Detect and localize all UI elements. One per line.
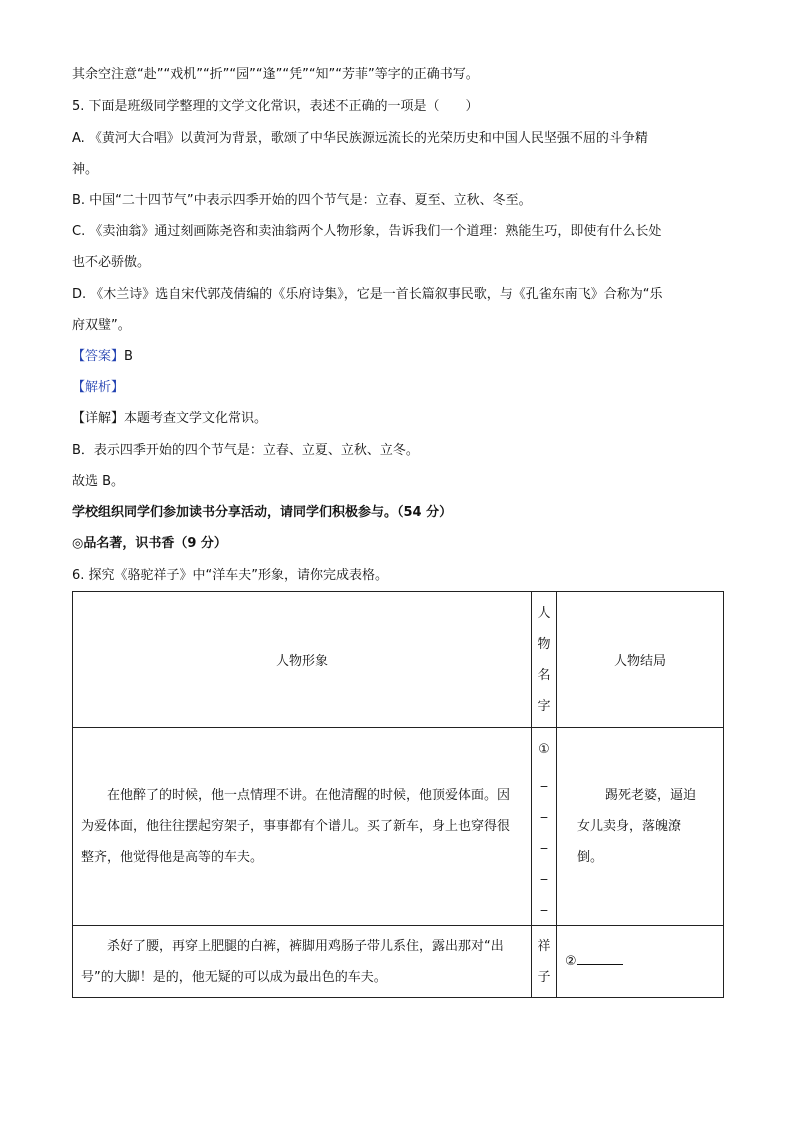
header-name-char: 名: [537, 667, 551, 683]
row1-name-cell: [532, 728, 557, 926]
option-b: B. 中国“二十四节气”中表示四季开始的四个节气是：立春、夏至、立秋、冬至。: [72, 193, 532, 208]
row2-image-cell: [73, 926, 532, 998]
blank-line: _: [540, 896, 548, 912]
row2-result-cell: [557, 926, 724, 998]
detail-line: 【详解】本题考查文学文化常识。: [72, 411, 268, 426]
option-d: D. 《木兰诗》选自宋代郭茂倩编的《乐府诗集》，它是一首长篇叙事民歌，与《孔雀东南飞》合称为“乐: [72, 287, 663, 302]
header-name: [532, 592, 557, 728]
blank-line: _: [540, 834, 548, 850]
row1-image-text: 在他醉了的时候，他一点情理不讲。在他清醒的时候，他顶爱体面。因为爱体面，他往往摆起穷架子，事事都有个谱儿。买了新车，身上也穿得很整齐，他觉得他是高等的车夫。: [81, 788, 511, 865]
header-name-char: 物: [537, 636, 551, 652]
question-5: 5. 下面是班级同学整理的文学文化常识，表述不正确的一项是（ ）: [72, 99, 479, 114]
answer-tag: 【答案】: [72, 349, 125, 364]
header-result: 人物结局: [557, 592, 724, 728]
blank-line: _: [540, 772, 548, 788]
answer-blank[interactable]: [577, 950, 623, 965]
option-d-cont: 府双璧”。: [72, 318, 131, 333]
name-char: 祥: [537, 938, 551, 954]
option-c-cont: 也不必骄傲。: [72, 255, 151, 270]
analysis-tag: 【解析】: [72, 380, 125, 395]
header-name-char: 字: [537, 698, 551, 714]
blank-line: _: [540, 865, 548, 881]
blank-marker: ②: [565, 954, 577, 969]
blank-marker: ①: [538, 741, 550, 757]
question-6: 6. 探究《骆驼祥子》中“洋车夫”形象，请你完成表格。: [72, 568, 389, 583]
option-a: A. 《黄河大合唱》以黄河为背景，歌颂了中华民族源远流长的光荣历史和中国人民坚强不屈的斗争精: [72, 131, 648, 146]
choose-line: 故选 B。: [72, 474, 125, 489]
name-char: 子: [537, 969, 551, 985]
option-a-cont: 神。: [72, 162, 99, 177]
table-row: [73, 926, 724, 998]
detail-b-line: B．表示四季开始的四个节气是：立春、立夏、立秋、立冬。: [72, 443, 419, 458]
blank-line: _: [540, 803, 548, 819]
row2-image-text: 杀好了腰，再穿上肥腿的白裤，裤脚用鸡肠子带儿系住，露出那对“出号”的大脚！是的，他无疑的可以成为最出色的车夫。: [81, 938, 504, 985]
table-row: [73, 728, 724, 926]
row2-name-cell: [532, 926, 557, 998]
table-header-row: [73, 592, 724, 728]
text-line: 其余空注意“赴”“戏机”“折”“园”“逢”“凭”“知”“芳菲”等字的正确书写。: [72, 67, 479, 82]
character-table: [72, 591, 724, 998]
header-name-char: 人: [537, 605, 551, 621]
header-image: 人物形象: [73, 592, 532, 728]
row1-result-cell: [557, 728, 724, 926]
subsection-heading: ◎品名著，识书香（9 分）: [72, 536, 227, 551]
section-heading: 学校组织同学们参加读书分享活动，请同学们积极参与。（54 分）: [72, 505, 453, 520]
row1-result-text: 踢死老婆，逼迫女儿卖身，落魄潦倒。: [577, 788, 697, 865]
answer-line: [72, 347, 722, 367]
option-c: C. 《卖油翁》通过刻画陈尧咨和卖油翁两个人物形象，告诉我们一个道理：熟能生巧，即使有什么长处: [72, 224, 662, 239]
answer-value: B: [124, 349, 133, 364]
row1-image-cell: [73, 728, 532, 926]
